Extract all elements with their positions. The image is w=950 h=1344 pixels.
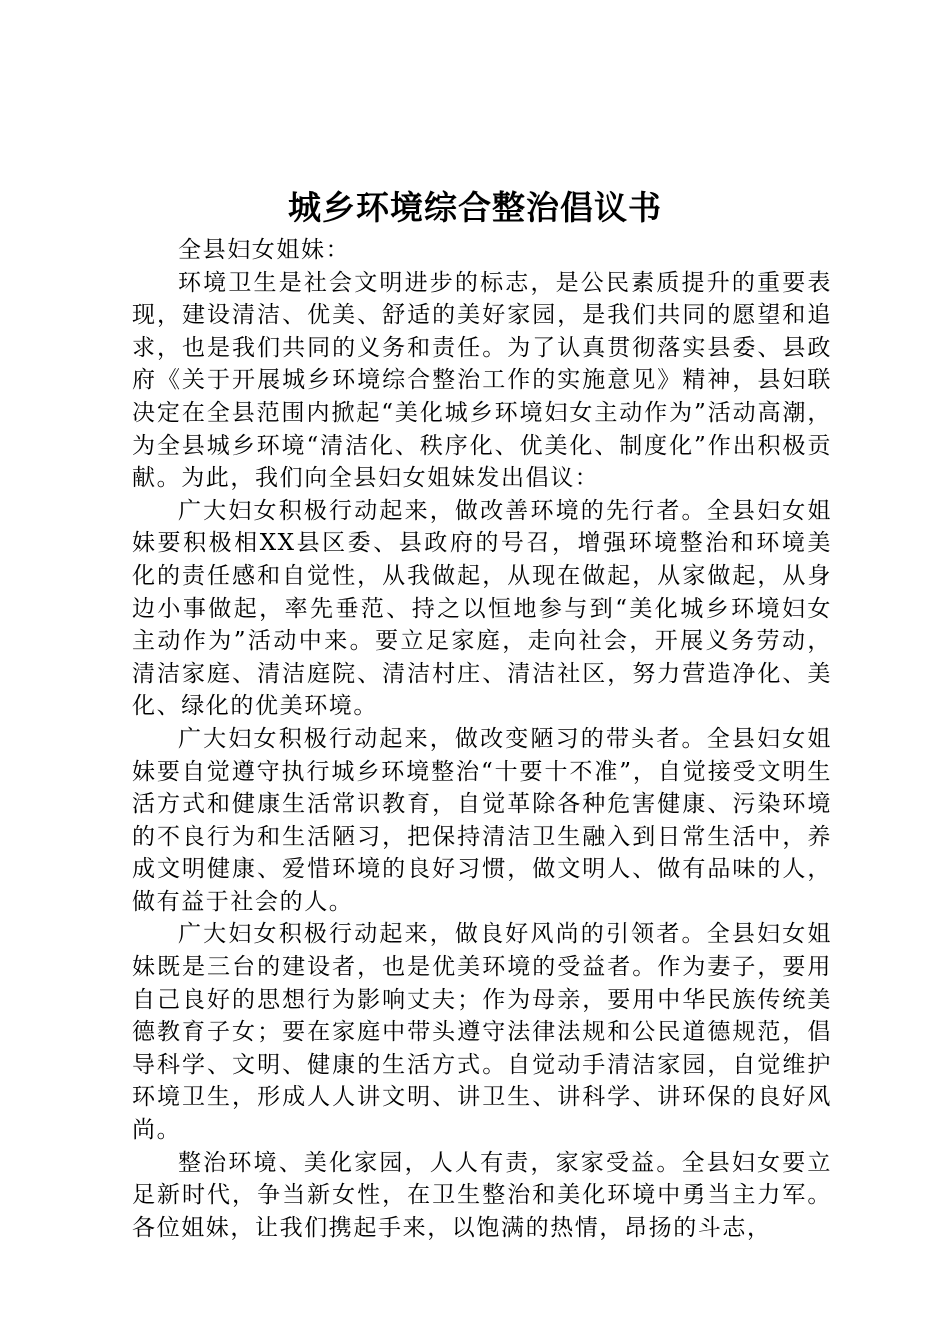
paragraph: 广大妇女积极行动起来，做良好风尚的引领者。全县妇女姐妹既是三台的建设者，也是优美环境的受益者。作为妻子，要用自己良好的思想行为影响丈夫；作为母亲，要用中华民族传统美德教育子女；要在家庭中带头遵守法律法规和公民道德规范，倡导科学、文明、健康的生活方式。自觉动手清洁家园，自觉维护环境卫生，形成人人讲文明、讲卫生、讲科学、讲环保的良好风尚。 xyxy=(132,921,832,1144)
paragraph: 广大妇女积极行动起来，做改变陋习的带头者。全县妇女姐妹要自觉遵守执行城乡环境整治“十要十不准”，自觉接受文明生活方式和健康生活常识教育，自觉革除各种危害健康、污染环境的不良行为和生活陋习，把保持清洁卫生融入到日常生活中，养成文明健康、爱惜环境的良好习惯，做文明人、做有品味的人，做有益于社会的人。 xyxy=(132,725,832,915)
paragraph: 整治环境、美化家园，人人有责，家家受益。全县妇女要立足新时代，争当新女性，在卫生整治和美化环境中勇当主力军。各位姐妹，让我们携起手来，以饱满的热情，昂扬的斗志， xyxy=(132,1149,832,1241)
salutation: 全县妇女姐妹： xyxy=(178,237,351,263)
document-body xyxy=(132,234,832,1244)
paragraph: 广大妇女积极行动起来，做改善环境的先行者。全县妇女姐妹要积极相XX县区委、县政府的号召，增强环境整治和环境美化的责任感和自觉性，从我做起，从现在做起，从家做起，从身边小事做起，率先垂范、持之以恒地参与到“美化城乡环境妇女主动作为”活动中来。要立足家庭，走向社会，开展义务劳动，清洁家庭、清洁庭院、清洁村庄、清洁社区，努力营造净化、美化、绿化的优美环境。 xyxy=(132,497,832,720)
paragraph: 环境卫生是社会文明进步的标志，是公民素质提升的重要表现，建设清洁、优美、舒适的美好家园，是我们共同的愿望和追求，也是我们共同的义务和责任。为了认真贯彻落实县委、县政府《关于开展城乡环境综合整治工作的实施意见》精神，县妇联决定在全县范围内掀起“美化城乡环境妇女主动作为”活动高潮，为全县城乡环境“清洁化、秩序化、优美化、制度化”作出积极贡献。为此，我们向全县妇女姐妹发出倡议： xyxy=(132,269,832,492)
document-title: 城乡环境综合整治倡议书 xyxy=(288,188,662,227)
